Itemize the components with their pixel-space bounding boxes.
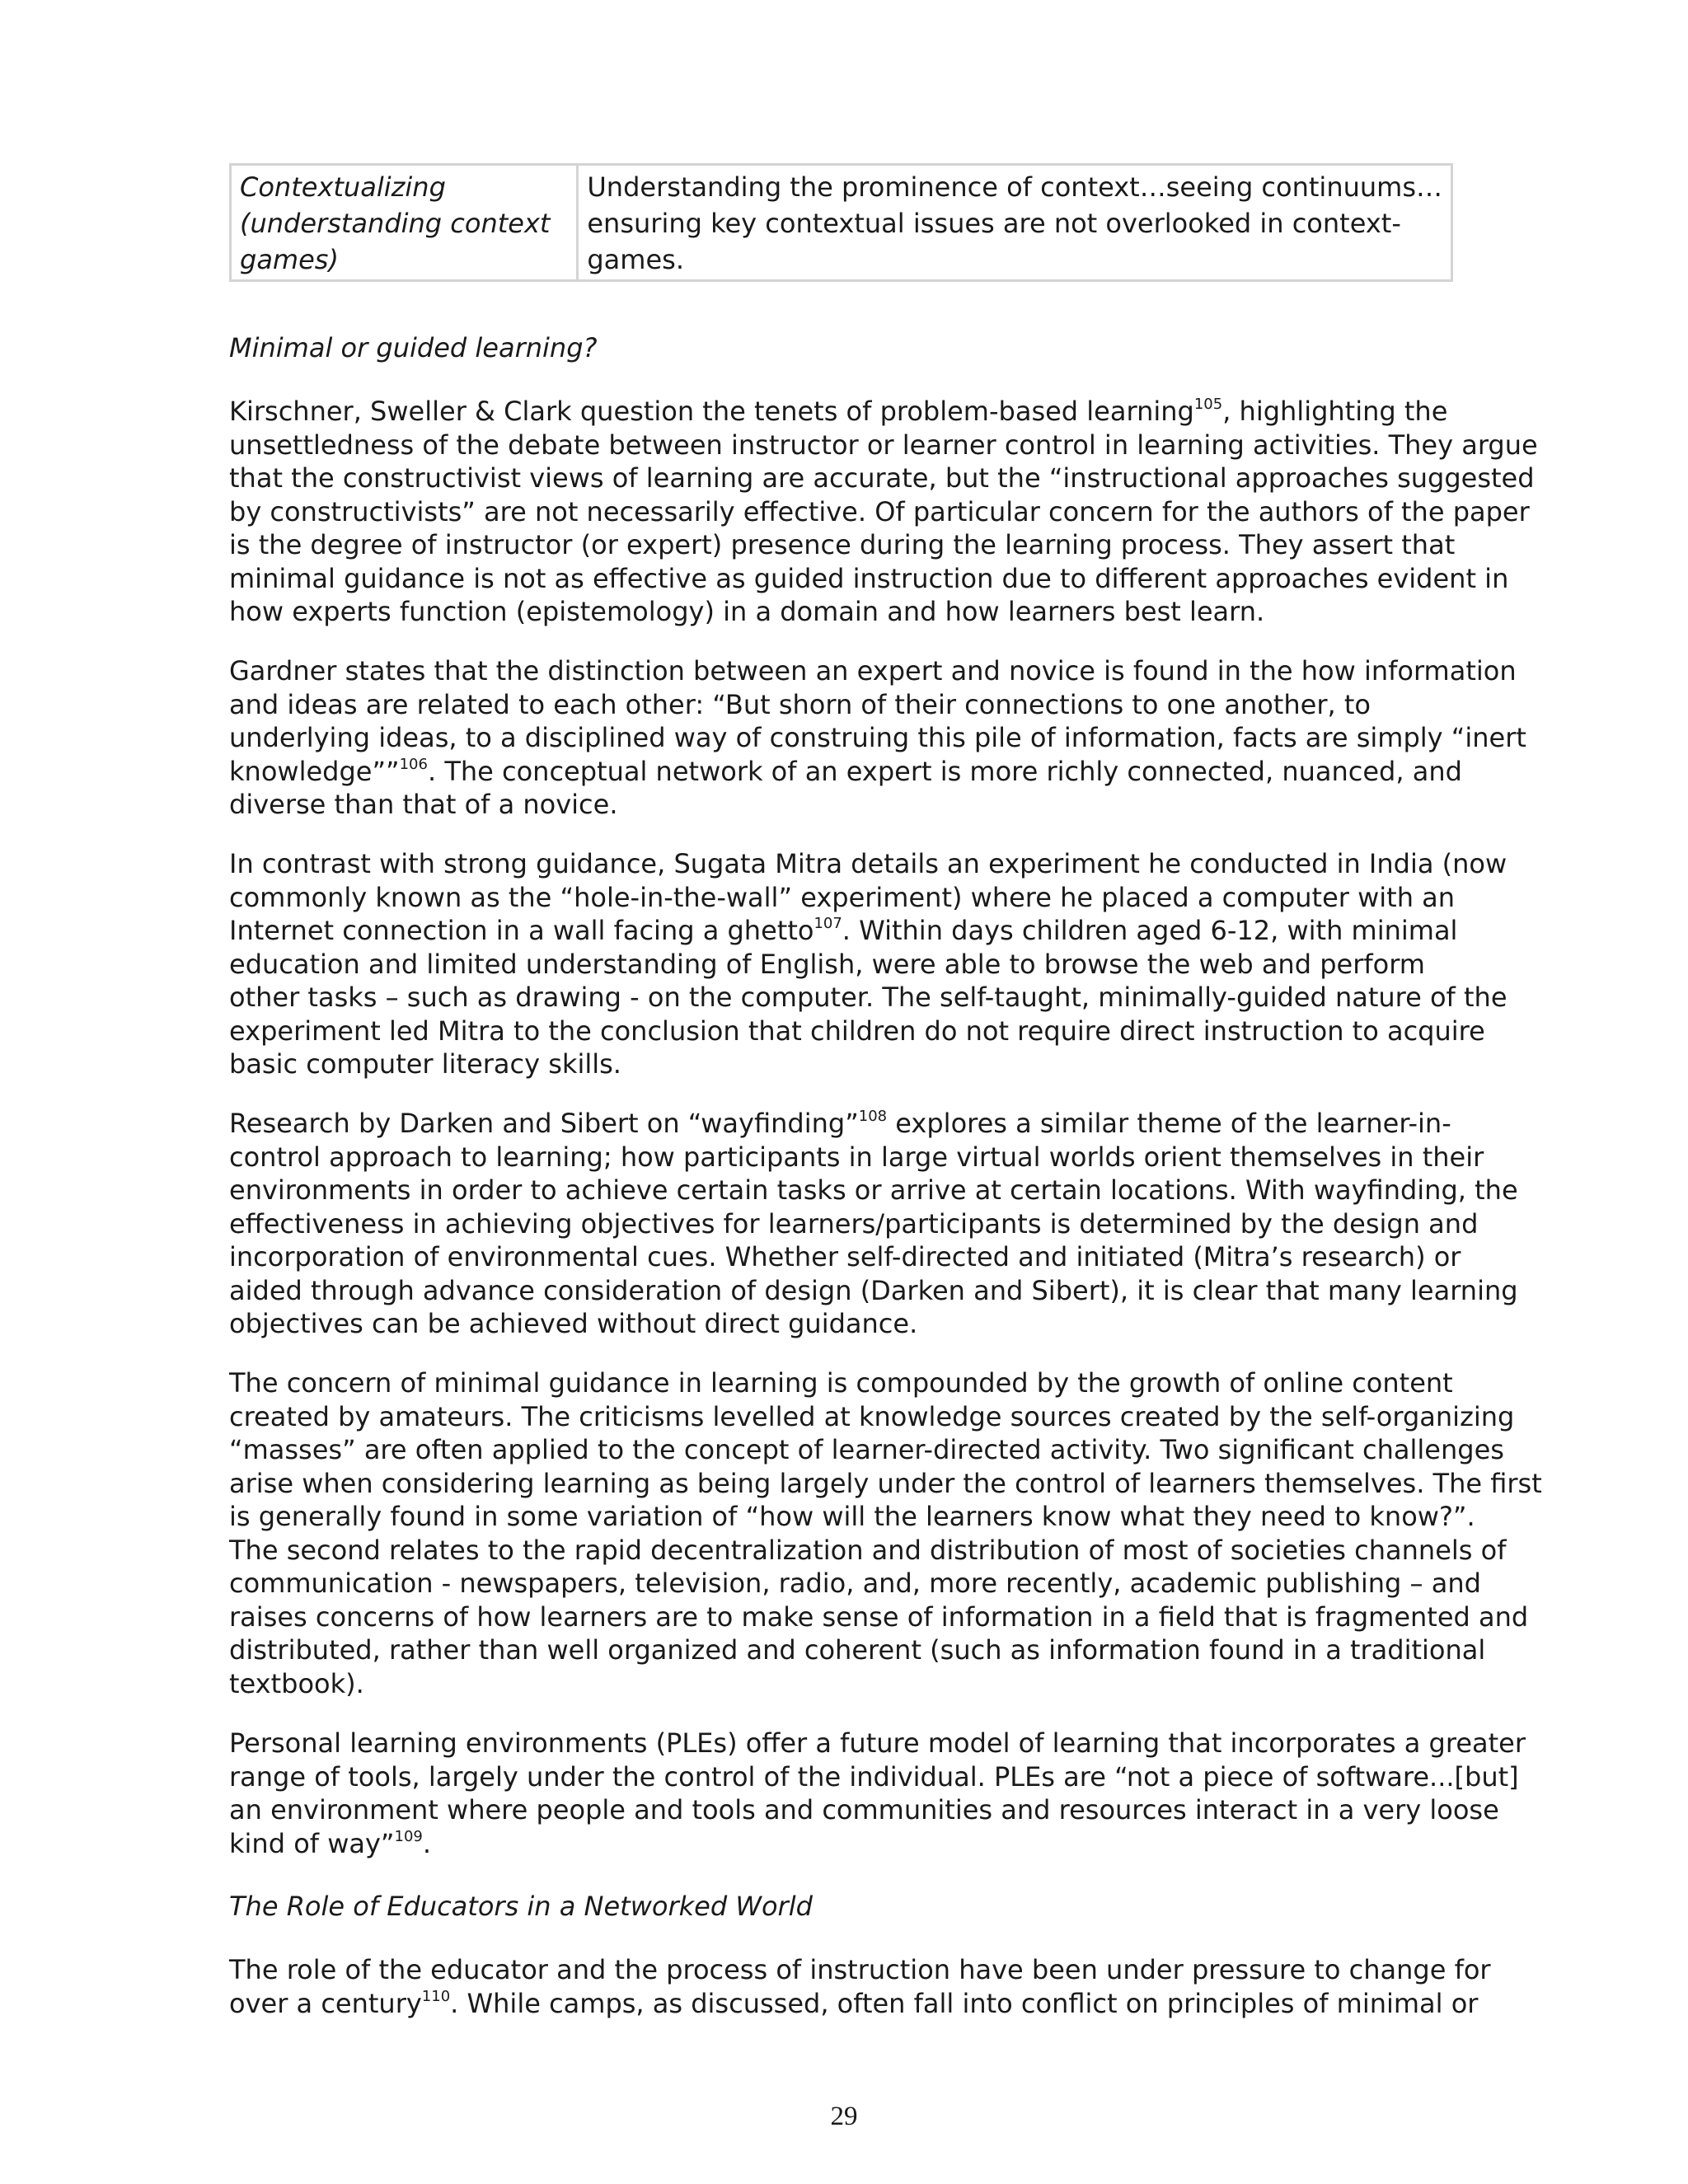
text-run: . The conceptual network of an expert is more richly connected, nuanced, and <box>427 755 1462 787</box>
text-line: arise when considering learning as being largely under the control of learners themselves. The first <box>229 1467 1542 1499</box>
text-line: aided through advance consideration of design (Darken and Sibert), it is clear that many learning <box>229 1274 1518 1306</box>
text-run: . Within days children aged 6-12, with minimal <box>842 915 1458 946</box>
text-line: raises concerns of how learners are to make sense of information in a field that is fragmented and <box>229 1601 1529 1633</box>
text-line: other tasks – such as drawing - on the computer. The self-taught, minimally-guided nature of the <box>229 982 1507 1013</box>
text-line: underlying ideas, to a disciplined way of construing this pile of information, facts are simply “inert <box>229 722 1526 753</box>
text-line <box>229 914 1458 948</box>
text-line: objectives can be achieved without direct guidance. <box>229 1308 918 1339</box>
text-line: by constructivists” are not necessarily effective. Of particular concern for the authors of the paper <box>229 495 1530 527</box>
text-line <box>229 395 1453 429</box>
text-line: commonly known as the “hole-in-the-wall” experiment) where he placed a computer with an <box>229 881 1456 913</box>
term-cell <box>231 165 578 281</box>
text-line: minimal guidance is not as effective as guided instruction due to different approaches evident in <box>229 562 1509 594</box>
paragraph-gardner <box>229 654 1526 822</box>
text-line: In contrast with strong guidance, Sugata Mitra details an experiment he conducted in India (now <box>229 848 1507 879</box>
text-line: effectiveness in achieving objectives for learners/participants is determined by the design and <box>229 1207 1479 1240</box>
footnote-ref-105: 105 <box>1193 396 1223 413</box>
text-run: . <box>422 1827 432 1859</box>
text-line: Personal learning environments (PLEs) offer a future model of learning that incorporates a greater <box>229 1727 1526 1759</box>
text-line <box>229 1827 1453 1861</box>
text-line <box>229 755 1462 789</box>
footnote-ref-110: 110 <box>421 1987 451 2005</box>
context-table <box>229 163 1453 282</box>
text-line: created by amateurs. The criticisms levelled at knowledge sources created by the self-organizing <box>229 1400 1515 1432</box>
text-run: knowledge”” <box>229 755 400 787</box>
section-heading-role-of-educators: The Role of Educators in a Networked World <box>229 1891 813 1922</box>
text-line: is generally found in some variation of “how will the learners know what they need to know?”. <box>229 1501 1475 1532</box>
description-line: Understanding the prominence of context…seeing continuums… <box>587 171 1442 203</box>
text-line: education and limited understanding of English, were able to browse the web and perform <box>229 948 1425 980</box>
description-cell <box>578 165 1452 281</box>
text-line: “masses” are often applied to the concept of learner-directed activity. Two significant challenges <box>229 1434 1504 1465</box>
text-line: how experts function (epistemology) in a domain and how learners best learn. <box>229 596 1265 627</box>
text-run: Internet connection in a wall facing a ghetto <box>229 915 814 946</box>
page-content <box>229 163 1542 2019</box>
text-line: diverse than that of a novice. <box>229 789 618 820</box>
text-line <box>229 1987 1479 2021</box>
text-run: . While camps, as discussed, often fall into conflict on principles of minimal or <box>450 1987 1479 2019</box>
description-line: ensuring key contextual issues are not overlooked in context- <box>587 208 1401 239</box>
text-line: distributed, rather than well organized and coherent (such as information found in a traditional <box>229 1634 1486 1666</box>
text-run: kind of way” <box>229 1827 395 1859</box>
text-run: Research by Darken and Sibert on “wayfinding” <box>229 1108 859 1139</box>
text-line: environments in order to achieve certain tasks or arrive at certain locations. With wayfinding, the <box>229 1174 1518 1206</box>
text-line: an environment where people and tools and communities and resources interact in a very loose <box>229 1794 1499 1825</box>
paragraph-mitra <box>229 847 1507 1081</box>
text-line: The second relates to the rapid decentralization and distribution of most of societies channels of <box>229 1534 1507 1566</box>
text-line: and ideas are related to each other: “But shorn of their connections to one another, to <box>229 688 1371 720</box>
section-heading-minimal-guided: Minimal or guided learning? <box>229 332 598 363</box>
term-line: (understanding context <box>240 208 551 239</box>
term-line: games) <box>240 244 339 275</box>
footnote-ref-106: 106 <box>399 755 428 773</box>
page-number: 29 <box>830 2102 858 2131</box>
footnote-ref-107: 107 <box>814 915 842 932</box>
footnote-ref-109: 109 <box>394 1827 423 1845</box>
text-line <box>229 1107 1453 1141</box>
description-line: games. <box>587 244 684 275</box>
paragraph-darken-sibert <box>229 1107 1518 1341</box>
text-line: basic computer literacy skills. <box>229 1048 621 1080</box>
text-line: communication - newspapers, television, radio, and, more recently, academic publishing – and <box>229 1568 1481 1599</box>
text-line: Gardner states that the distinction between an expert and novice is found in the how information <box>229 655 1517 687</box>
text-run: Kirschner, Sweller & Clark question the tenets of problem-based learning <box>229 396 1194 427</box>
text-line: unsettledness of the debate between instructor or learner control in learning activities. They argue <box>229 429 1538 461</box>
text-line: range of tools, largely under the control of the individual. PLEs are “not a piece of software...[but] <box>229 1760 1519 1793</box>
footnote-ref-108: 108 <box>858 1108 888 1125</box>
text-run: explores a similar theme of the learner-in- <box>887 1108 1451 1139</box>
text-line: textbook). <box>229 1667 364 1699</box>
text-line: control approach to learning; how participants in large virtual worlds orient themselves in their <box>229 1141 1484 1173</box>
paragraph-role-of-educator <box>229 1953 1491 2020</box>
text-line: The role of the educator and the process of instruction have been under pressure to change for <box>229 1954 1491 1985</box>
text-line: that the constructivist views of learning are accurate, but the “instructional approaches suggested <box>229 462 1535 494</box>
text-line: experiment led Mitra to the conclusion that children do not require direct instruction to acquire <box>229 1015 1485 1047</box>
text-line: incorporation of environmental cues. Whether self-directed and initiated (Mitra’s research) or <box>229 1241 1461 1272</box>
paragraph-ples <box>229 1727 1526 1860</box>
text-line: The concern of minimal guidance in learning is compounded by the growth of online content <box>229 1367 1453 1399</box>
text-run: over a century <box>229 1987 422 2019</box>
text-line: is the degree of instructor (or expert) presence during the learning process. They assert that <box>229 529 1456 560</box>
paragraph-minimal-guidance <box>229 1366 1542 1700</box>
table-row <box>231 165 1452 281</box>
text-run: , highlighting the <box>1222 396 1448 427</box>
paragraph-kirschner <box>229 395 1538 629</box>
term-line: Contextualizing <box>240 171 446 203</box>
